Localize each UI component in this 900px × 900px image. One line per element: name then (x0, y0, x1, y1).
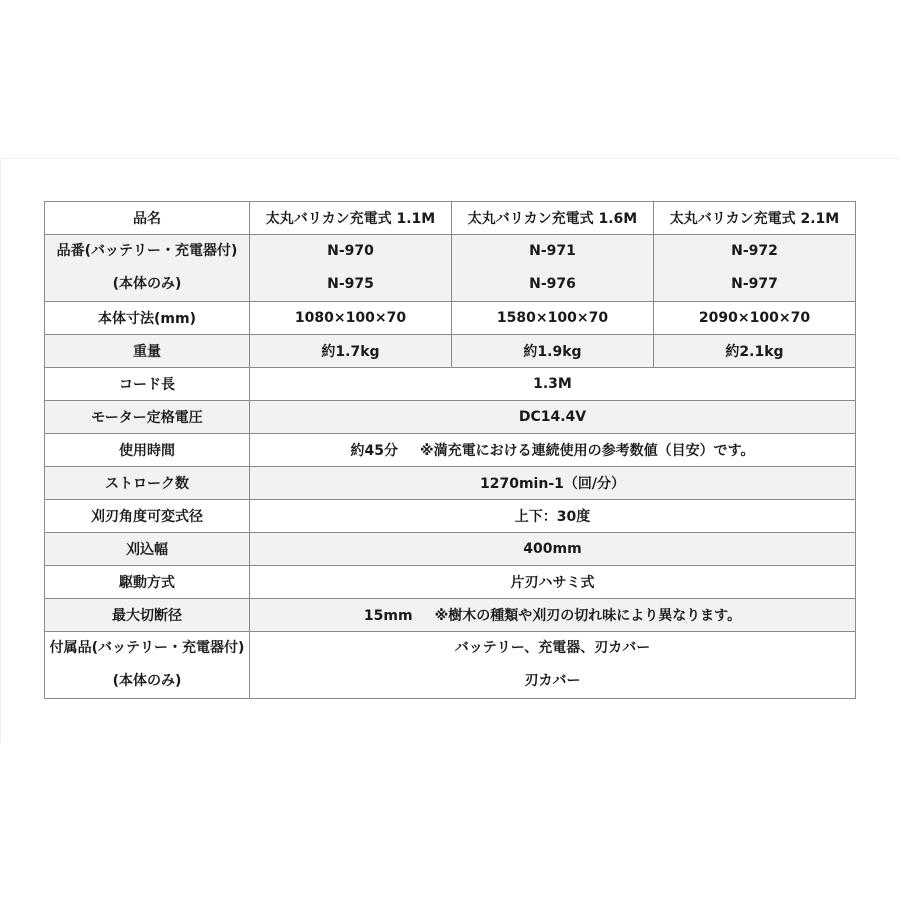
cutting-width-value: 400mm (250, 533, 856, 566)
model-1-dimensions: 1080×100×70 (250, 302, 452, 335)
table-row (45, 302, 856, 335)
row-label-blade-angle: 刈刃角度可変式径 (45, 500, 250, 533)
model-3-name: 太丸バリカン充電式 2.1M (654, 202, 856, 235)
accessories-with-battery: バッテリー、充電器、刃カバー (454, 640, 651, 656)
cord-length-value: 1.3M (250, 368, 856, 401)
table-row (45, 599, 856, 632)
row-label-cord-length: コード長 (45, 368, 250, 401)
row-label-cutting-width: 刈込幅 (45, 533, 250, 566)
table-row (45, 202, 856, 235)
model-1-part-numbers (250, 235, 452, 302)
row-label-accessories (45, 632, 250, 699)
model-2-dimensions: 1580×100×70 (452, 302, 654, 335)
row-label-part-number (45, 235, 250, 302)
model-2-name: 太丸バリカン充電式 1.6M (452, 202, 654, 235)
accessories-body-only: 刃カバー (524, 673, 581, 689)
accessories-value (250, 632, 856, 699)
strokes-value: 1270min-1（回/分） (250, 467, 856, 500)
max-cut-diameter-value (250, 599, 856, 632)
table-row (45, 533, 856, 566)
table-row (45, 467, 856, 500)
row-label-name: 品名 (45, 202, 250, 235)
max-cut-diameter-main: 15mm (363, 608, 413, 624)
model-3-dimensions: 2090×100×70 (654, 302, 856, 335)
model-3-part-numbers (654, 235, 856, 302)
part-number-label-with-battery: 品番(バッテリー・充電器付) (56, 243, 238, 259)
row-label-motor-voltage: モーター定格電圧 (45, 401, 250, 434)
part-number-with-battery: N-971 (529, 243, 576, 259)
model-3-weight: 約2.1kg (654, 335, 856, 368)
motor-voltage-value: DC14.4V (250, 401, 856, 434)
row-label-drive-type: 駆動方式 (45, 566, 250, 599)
row-label-weight: 重量 (45, 335, 250, 368)
part-number-label-body-only: (本体のみ) (112, 276, 182, 292)
table-row (45, 632, 856, 699)
usage-time-value (250, 434, 856, 467)
part-number-with-battery: N-970 (327, 243, 374, 259)
table-row (45, 368, 856, 401)
blade-angle-value: 上下：30度 (250, 500, 856, 533)
model-2-weight: 約1.9kg (452, 335, 654, 368)
part-number-body-only: N-975 (327, 276, 374, 292)
table-row (45, 401, 856, 434)
accessories-label-with-battery: 付属品(バッテリー・充電器付) (49, 640, 245, 656)
model-1-name: 太丸バリカン充電式 1.1M (250, 202, 452, 235)
usage-time-note: ※満充電における連続使用の参考数値（目安）です。 (419, 443, 755, 459)
drive-type-value: 片刃ハサミ式 (250, 566, 856, 599)
row-label-strokes: ストローク数 (45, 467, 250, 500)
spec-table (44, 201, 856, 699)
row-label-max-cut-diameter: 最大切断径 (45, 599, 250, 632)
row-label-usage-time: 使用時間 (45, 434, 250, 467)
table-row (45, 434, 856, 467)
row-label-dimensions: 本体寸法(mm) (45, 302, 250, 335)
table-row (45, 566, 856, 599)
part-number-body-only: N-977 (731, 276, 778, 292)
usage-time-main: 約45分 (350, 443, 398, 459)
table-row (45, 335, 856, 368)
part-number-body-only: N-976 (529, 276, 576, 292)
table-row (45, 500, 856, 533)
max-cut-diameter-note: ※樹木の種類や刈刃の切れ味により異なります。 (434, 608, 742, 624)
part-number-with-battery: N-972 (731, 243, 778, 259)
accessories-label-body-only: (本体のみ) (112, 673, 182, 689)
table-row (45, 235, 856, 302)
model-2-part-numbers (452, 235, 654, 302)
model-1-weight: 約1.7kg (250, 335, 452, 368)
